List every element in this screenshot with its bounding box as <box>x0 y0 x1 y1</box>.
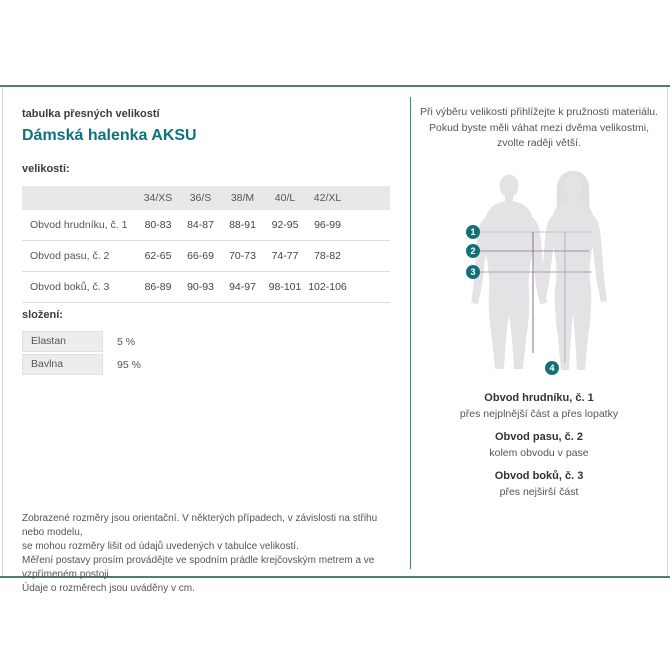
size-value-cell: 90-93 <box>180 272 221 303</box>
eyebrow-label: tabulka přesných velikostí <box>22 108 160 120</box>
material-percentage: 5 % <box>117 335 136 348</box>
measurement-caption-title: Obvod boků, č. 3 <box>494 470 584 482</box>
table-row <box>22 210 390 241</box>
table-row <box>22 241 390 272</box>
cell-spacer <box>349 272 390 303</box>
sizes-section-label: velikosti: <box>22 163 70 175</box>
marker-2-badge <box>466 244 480 258</box>
size-column-header: 34/XS <box>136 186 180 210</box>
size-value-cell: 66-69 <box>180 241 221 272</box>
size-row-label: Obvod pasu, č. 2 <box>22 241 136 272</box>
measurement-figure-diagram <box>410 165 667 385</box>
marker-1-badge <box>466 225 480 239</box>
size-value-cell: 98-101 <box>264 272 306 303</box>
svg-text:3: 3 <box>470 267 476 277</box>
marker-3-badge <box>466 265 480 279</box>
disclaimer-line: se mohou rozměry lišit od údajů uvedených v tabulce velikostí. <box>22 541 299 552</box>
size-value-cell: 62-65 <box>136 241 180 272</box>
column-spacer <box>349 186 390 210</box>
marker-4-badge <box>545 361 559 375</box>
composition-row <box>22 354 141 375</box>
measurement-caption-desc: kolem obvodu v pase <box>489 447 589 459</box>
measurement-caption-title: Obvod pasu, č. 2 <box>494 431 584 443</box>
table-row <box>22 272 390 303</box>
material-percentage: 95 % <box>117 358 141 371</box>
female-silhouette <box>539 171 607 370</box>
cell-spacer <box>349 210 390 241</box>
size-row-label: Obvod hrudníku, č. 1 <box>22 210 136 241</box>
svg-text:4: 4 <box>549 363 555 373</box>
top-divider <box>0 85 670 87</box>
fit-advice <box>411 105 667 152</box>
size-value-cell: 78-82 <box>306 241 349 272</box>
size-value-cell: 96-99 <box>306 210 349 241</box>
fit-advice-line: Při výběru velikosti přihlížejte k pružnosti materiálu. <box>419 106 659 118</box>
size-value-cell: 92-95 <box>264 210 306 241</box>
cell-spacer <box>349 241 390 272</box>
table-header-row <box>22 186 390 210</box>
size-column-header: 38/M <box>221 186 264 210</box>
page-title: Dámská halenka AKSU <box>22 127 197 144</box>
measurement-caption-desc: přes nejširší část <box>499 486 579 498</box>
composition-row <box>22 331 141 352</box>
disclaimer-line: Údaje o rozměrech jsou uváděny v cm. <box>22 583 195 594</box>
fit-advice-line: zvolte raději větší. <box>496 137 582 149</box>
measurement-captions <box>411 391 667 499</box>
material-cell: Bavlna <box>22 354 103 375</box>
measurement-caption-desc: přes nejplnější část a přes lopatky <box>459 408 619 420</box>
disclaimer-line: Měření postavy prosím provádějte ve spodním prádle krejčovským metrem a ve vzpřímeném postoji. <box>22 555 375 580</box>
size-column-header: 42/XL <box>306 186 349 210</box>
svg-text:2: 2 <box>470 246 476 256</box>
svg-text:1: 1 <box>470 227 476 237</box>
size-value-cell: 86-89 <box>136 272 180 303</box>
composition-section-label: složení: <box>22 309 63 321</box>
size-value-cell: 102-106 <box>306 272 349 303</box>
size-value-cell: 94-97 <box>221 272 264 303</box>
size-value-cell: 80-83 <box>136 210 180 241</box>
size-column-header: 36/S <box>180 186 221 210</box>
disclaimer-notes <box>22 512 402 596</box>
sizes-table <box>22 186 390 303</box>
size-row-label: Obvod boků, č. 3 <box>22 272 136 303</box>
measurement-caption-title: Obvod hrudníku, č. 1 <box>484 392 594 404</box>
material-cell: Elastan <box>22 331 103 352</box>
column-spacer <box>22 186 136 210</box>
size-column-header: 40/L <box>264 186 306 210</box>
composition-table <box>22 331 141 377</box>
fit-advice-line: Pokud byste měli váhat mezi dvěma velikostmi, <box>428 121 649 134</box>
size-value-cell: 84-87 <box>180 210 221 241</box>
disclaimer-line: Zobrazené rozměry jsou orientační. V některých případech, v závislosti na střihu nebo modelu, <box>22 513 378 538</box>
size-value-cell: 74-77 <box>264 241 306 272</box>
size-value-cell: 88-91 <box>221 210 264 241</box>
size-value-cell: 70-73 <box>221 241 264 272</box>
